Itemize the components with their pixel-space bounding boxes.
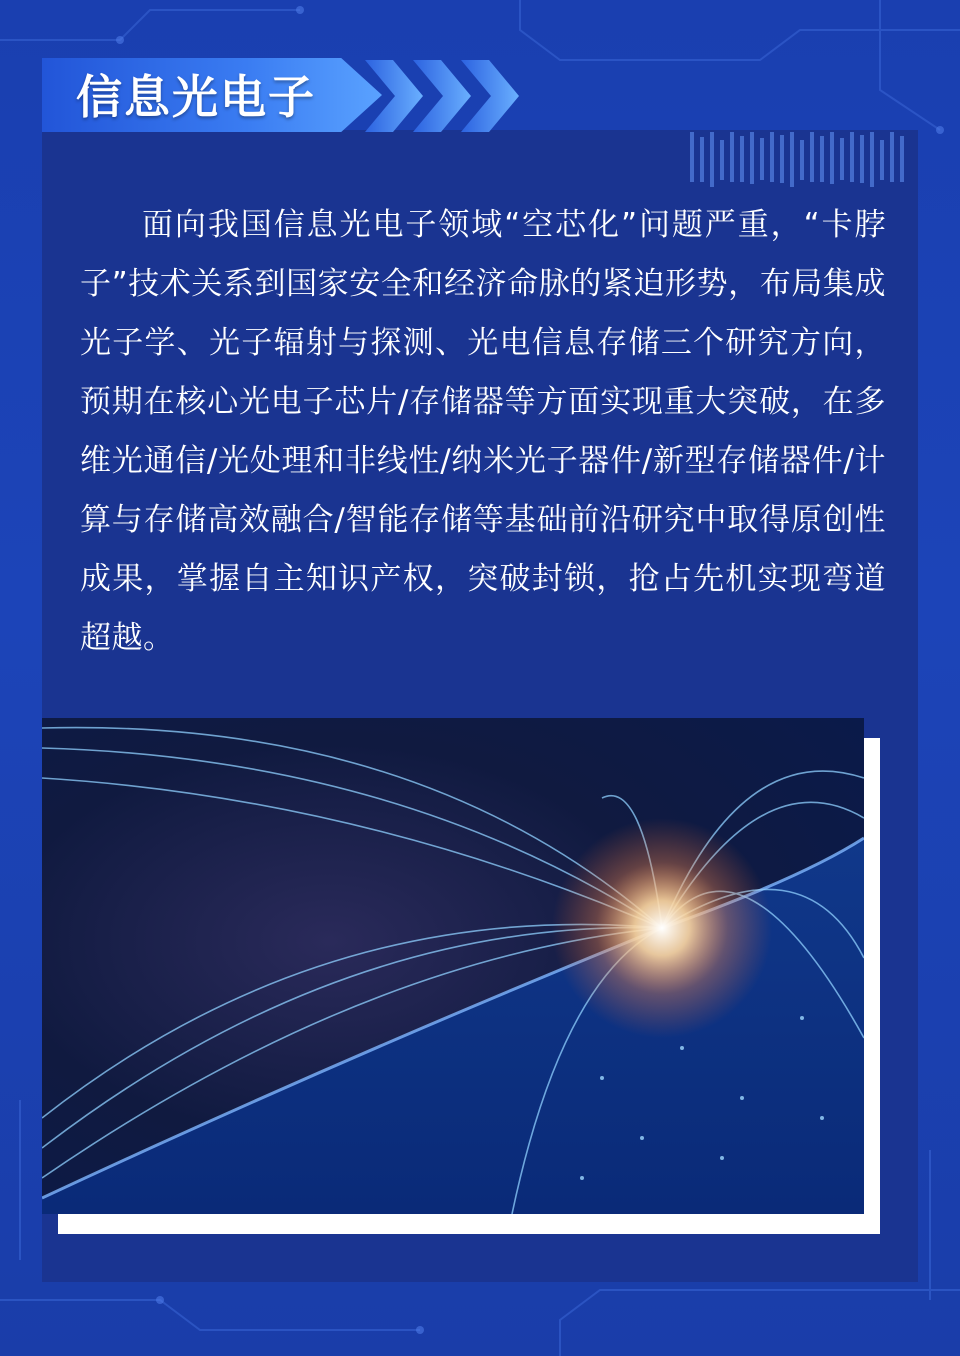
section-title: 信息光电子 [76,70,316,124]
chevrons-right-icon [365,60,545,132]
dot-matrix-decoration [690,132,920,192]
description-paragraph: 面向我国信息光电子领域“空芯化”问题严重，“卡脖子”技术关系到国家安全和经济命脉的紧迫形势，布局集成光子学、光子辐射与探测、光电信息存储三个研究方向，预期在核心光电子芯片/存储器等方面实现重大突破，在多维光通信/光处理和非线性/纳米光子器件/新型存储器件/计算与存储高效融合/智能存储等基础前沿研究中取得原创性成果，掌握自主知识产权，突破封锁，抢占先机实现弯道超越。 [80,207,886,656]
optoelectronics-image [42,718,864,1214]
